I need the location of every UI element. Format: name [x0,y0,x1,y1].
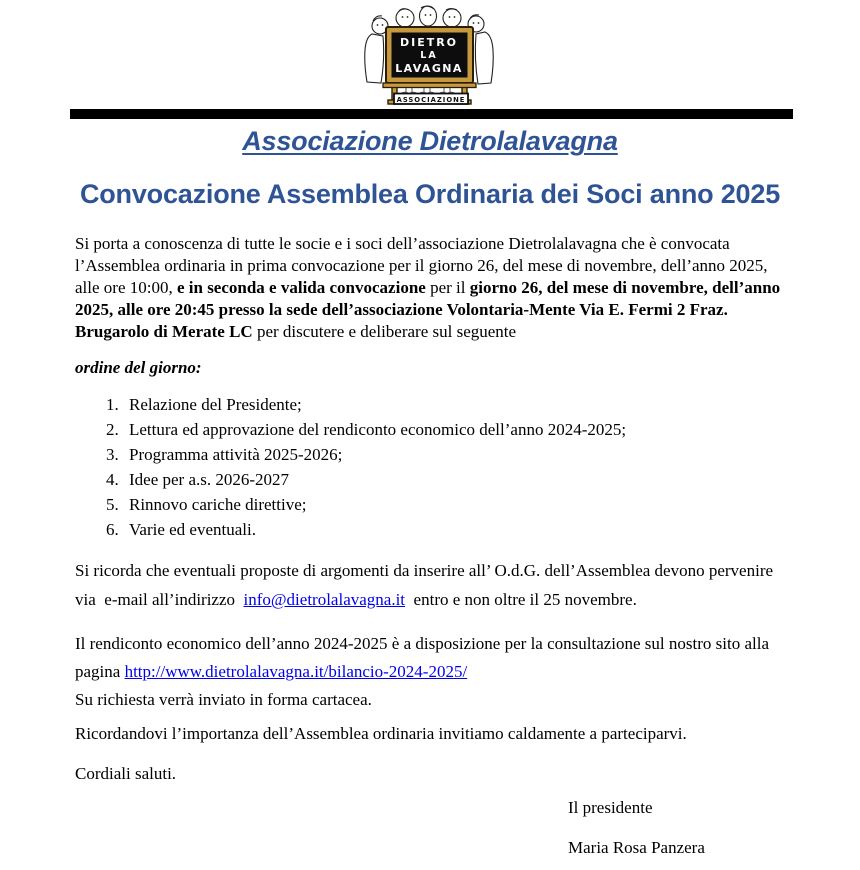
agenda-item-5: 5. Rinnovo cariche direttive; [123,492,792,517]
p1-seg5: per discutere e deliberare sul seguente [252,322,517,341]
paragraph-report [75,630,792,714]
agenda-label: ordine del giorno: [75,358,202,377]
signature-name: Maria Rosa Panzera [568,838,705,857]
agenda-item-3: 3. Programma attività 2025-2026; [123,442,792,467]
divider-bar [70,109,793,119]
paragraph-reminder: Ricordandovi l’importanza dell’Assemblea ordinaria invitiamo caldamente a parteciparvi. [75,724,687,743]
p1-date-place-bold: giorno 26, del mese di novembre, dell’anno 2025, alle ore 20:45 presso la sede dell’associazione Volontaria-Mente Via E. Fermi 2 Fraz. Brugarolo di Merate LC [75,278,781,341]
p2-seg1: Si ricorda che eventuali proposte di argomenti da inserire all’ O.d.G. dell’Assemblea devono pervenire via e-mail all’indirizzo [75,561,774,609]
p1-seg1: Si porta a conoscenza di tutte le socie e i soci dell’associazione Dietrolalavagna che è convocata l’Assemblea ordinaria in prima convocazione per il giorno 26, del mese di novembre, dell’anno 2025, alle ore 10:00, [75,234,768,297]
signature-role: Il presidente [568,798,653,817]
association-logo [0,0,860,104]
chalkboard-logo-icon [362,5,498,105]
svg-text:DIETRO: DIETRO [399,36,459,49]
p1-second-call-bold: e in seconda e valida convocazione [176,278,426,297]
agenda-item-6: 6. Varie ed eventuali. [123,517,792,542]
svg-text:LAVAGNA: LAVAGNA [395,62,463,75]
p3-seg1: Il rendiconto economico dell’anno 2024-2025 è a disposizione per la consultazione sul nostro sito alla pagina [75,634,769,681]
agenda-item-2: 2. Lettura ed approvazione del rendiconto economico dell’anno 2024-2025; [123,417,792,442]
chalk-tray [383,83,476,88]
p1-seg3: per il [425,278,470,297]
closing-salutation: Cordiali saluti. [75,764,177,783]
paragraph-convocation [75,233,792,343]
p3-seg3: Su richiesta verrà inviato in forma cartacea. [75,690,372,709]
page-title: Convocazione Assemblea Ordinaria dei Soci anno 2025 [79,179,781,209]
p2-seg3: entro e non oltre il 25 novembre. [405,590,637,609]
report-page-link[interactable]: http://www.dietrolalavagna.it/bilancio-2024-2025/ [124,662,468,681]
signature-block [568,797,860,859]
email-link[interactable]: info@dietrolalavagna.it [243,590,406,609]
agenda-item-4: 4. Idee per a.s. 2026-2027 [123,467,792,492]
banner-label: ASSOCIAZIONE [396,95,466,104]
svg-text:LA: LA [420,50,438,61]
association-title: Associazione Dietrolalavagna [242,126,618,156]
agenda-item-1: 1. Relazione del Presidente; [123,392,792,417]
paragraph-proposals [75,556,792,614]
agenda-list [75,392,792,542]
